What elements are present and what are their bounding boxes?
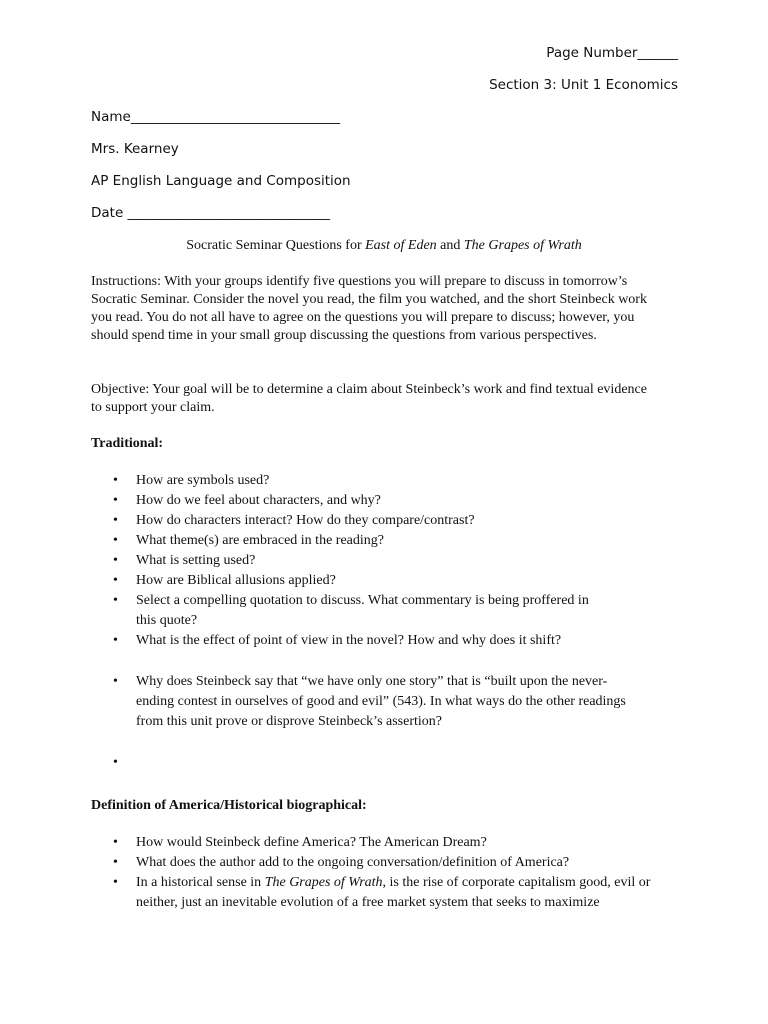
bullet-icon: • [113, 593, 118, 608]
bullet-icon: • [113, 835, 118, 850]
bullet-icon: • [113, 573, 118, 588]
bullet-icon: • [113, 493, 118, 508]
question-text: What does the author add to the ongoing conversation/definition of America? [136, 855, 570, 870]
question-text-suffix: , is the rise of corporate capitalism good, evil or neither, just an inevitable evolution of a free market system that seeks to maximize [136, 875, 651, 910]
title-and: and [436, 238, 464, 253]
page-number-field: Page Number______ [546, 45, 678, 61]
question-text: What is the effect of point of view in the novel? How and why does it shift? [136, 633, 562, 648]
title-prefix: Socratic Seminar Questions for [186, 238, 366, 253]
list-item [91, 753, 671, 773]
instructions-paragraph: Instructions: With your groups identify five questions you will prepare to discuss in tomorrow’s Socratic Seminar. Consider the novel you read, the film you watched, and the short Steinbeck work you read. You do not all have to agree on the questions you will prepare to discuss; however, you should spend time in your small group discussing the questions from various perspectives. [91, 274, 647, 343]
bullet-icon: • [113, 633, 118, 648]
list-item [91, 833, 671, 853]
question-text-prefix: In a historical sense in [136, 875, 265, 890]
list-item [91, 631, 671, 651]
bullet-icon: • [113, 755, 118, 770]
document-title [0, 236, 768, 256]
list-item [91, 591, 671, 631]
bullet-icon: • [113, 513, 118, 528]
bullet-icon: • [113, 473, 118, 488]
teacher-name: Mrs. Kearney [91, 141, 179, 157]
bullet-icon: • [113, 875, 118, 890]
title-book-1: East of Eden [365, 238, 437, 253]
question-text: What theme(s) are embraced in the reading? [136, 533, 384, 548]
course-name: AP English Language and Composition [91, 173, 351, 189]
list-item [91, 491, 671, 511]
bullet-icon: • [113, 553, 118, 568]
question-text: Why does Steinbeck say that “we have only one story” that is “built upon the never-ending contest in ourselves of good and evil” (543). In what ways do the other readings from this unit prove or disprove Steinbeck’s assertion? [136, 674, 626, 729]
question-text: Select a compelling quotation to discuss. What commentary is being proffered in this quote? [136, 593, 589, 628]
question-book-title: The Grapes of Wrath [264, 875, 383, 890]
traditional-question-list [91, 471, 671, 773]
question-text: How are Biblical allusions applied? [136, 573, 336, 588]
question-text: How do we feel about characters, and why? [136, 493, 381, 508]
section-label: Section 3: Unit 1 Economics [489, 77, 678, 93]
objective-paragraph: Objective: Your goal will be to determine a claim about Steinbeck’s work and find textual evidence to support your claim. [91, 382, 647, 415]
bullet-icon: • [113, 533, 118, 548]
list-item [91, 873, 671, 913]
list-item [91, 531, 671, 551]
list-item [91, 571, 671, 591]
title-book-2: The Grapes of Wrath [463, 238, 582, 253]
question-text: How do characters interact? How do they compare/contrast? [136, 513, 475, 528]
list-item [91, 511, 671, 531]
list-item [91, 672, 671, 732]
list-item [91, 551, 671, 571]
question-text: How are symbols used? [136, 473, 270, 488]
america-question-list [91, 833, 671, 913]
list-item [91, 471, 671, 491]
date-field: Date ______________________________ [91, 205, 331, 221]
question-text: What is setting used? [136, 553, 256, 568]
bullet-icon: • [113, 855, 118, 870]
traditional-heading: Traditional: [91, 436, 164, 451]
name-field: Name_______________________________ [91, 109, 341, 125]
bullet-icon: • [113, 674, 118, 689]
america-heading: Definition of America/Historical biographical: [91, 798, 367, 813]
question-text: How would Steinbeck define America? The American Dream? [136, 835, 487, 850]
list-item [91, 853, 671, 873]
